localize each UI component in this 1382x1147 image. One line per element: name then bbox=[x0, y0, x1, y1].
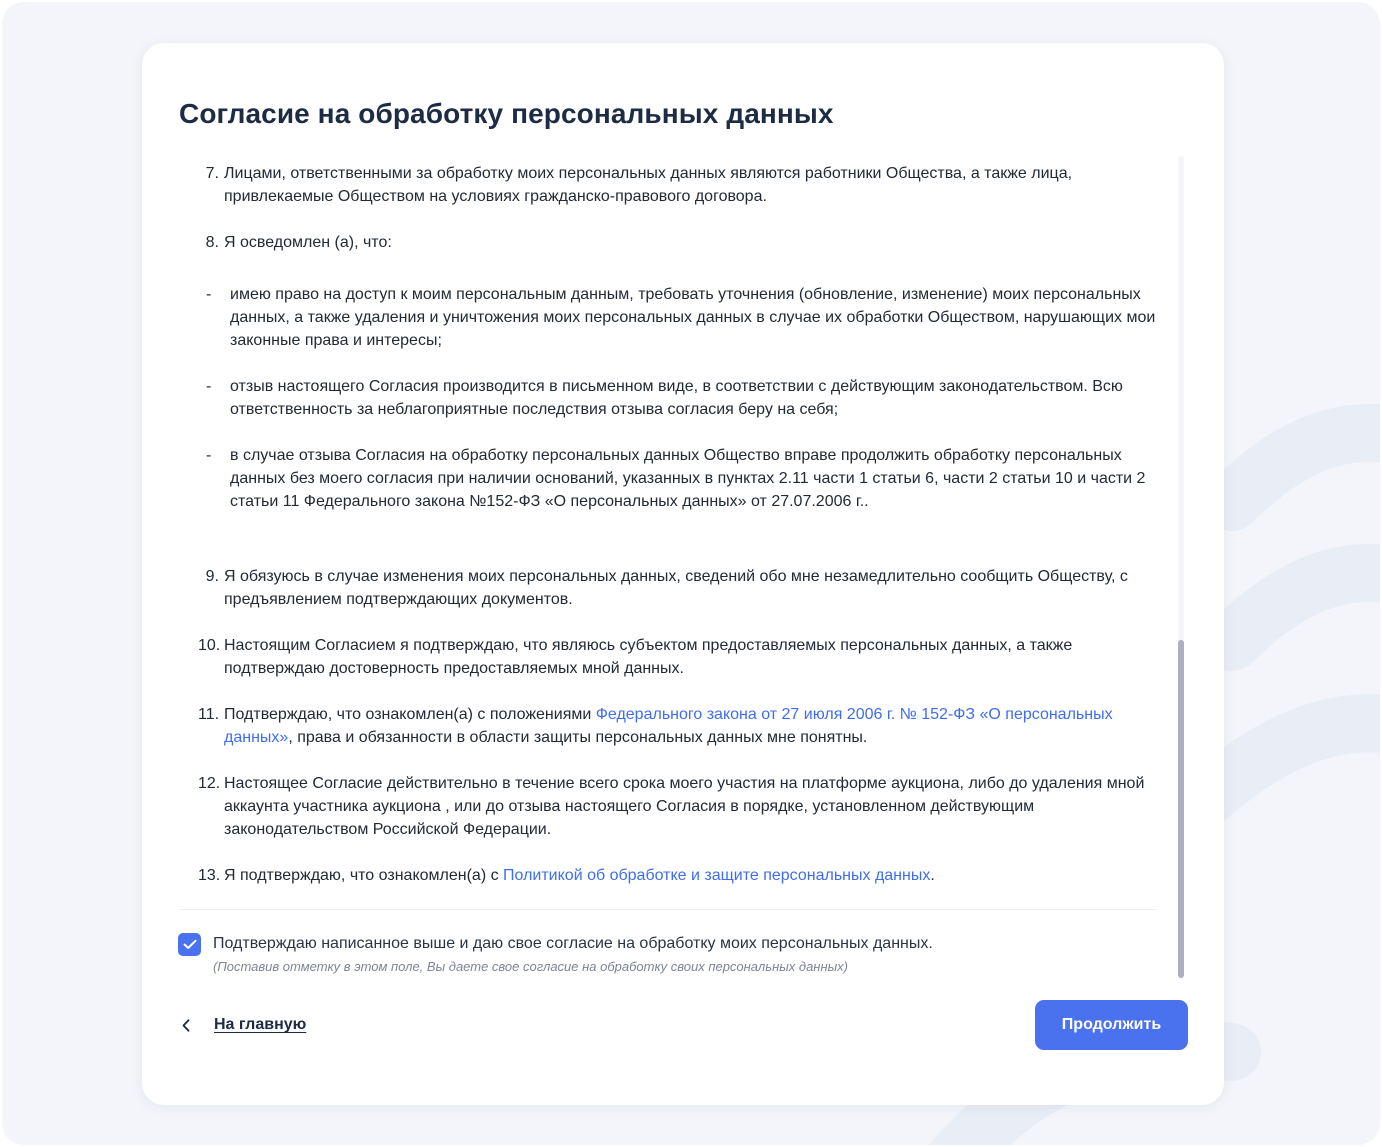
item-text-after: , права и обязанности в области защиты персональных данных мне понятны. bbox=[288, 729, 868, 746]
sub-item-text: имею право на доступ к моим персональным данным, требовать уточнения (обновление, изменение) моих персональных данных, а также удаления и уничтожения моих персональных данных в случае их обработки Обществом, нарушающих мои законные права и интересы; bbox=[230, 286, 1156, 349]
back-label[interactable]: На главную bbox=[214, 1016, 307, 1033]
federal-law-link[interactable]: Федерального закона от 27 июля 2006 г. № 152-ФЗ «О персональных данных» bbox=[224, 706, 1113, 746]
sub-list-item bbox=[198, 283, 1160, 352]
dash-marker: - bbox=[206, 286, 212, 303]
page-title: Согласие на обработку персональных данных bbox=[179, 98, 834, 129]
list-item bbox=[198, 864, 1160, 887]
item-text: Я обязуюсь в случае изменения моих персональных данных, сведений обо мне незамедлительно сообщить Обществу, с предъявлением подтверждающих документов. bbox=[224, 568, 1128, 608]
list-item bbox=[198, 231, 1160, 513]
item-text-before: Подтверждаю, что ознакомлен(а) с положениями bbox=[224, 706, 596, 723]
item-number: 10. bbox=[198, 637, 221, 654]
item-number: 11. bbox=[198, 706, 220, 723]
consent-card bbox=[142, 43, 1224, 1105]
item-number: 13. bbox=[198, 867, 221, 884]
item-text: Настоящим Согласием я подтверждаю, что являюсь субъектом предоставляемых персональных данных, а также подтверждаю достоверность предоставляемых мной данных. bbox=[224, 637, 1073, 677]
consent-checkbox[interactable] bbox=[178, 933, 201, 956]
dash-marker: - bbox=[206, 447, 212, 464]
sub-list-item bbox=[198, 444, 1160, 513]
dash-marker: - bbox=[206, 378, 212, 395]
sub-list-item bbox=[198, 375, 1160, 421]
back-to-main-link[interactable] bbox=[182, 1013, 306, 1037]
list-item bbox=[198, 634, 1160, 680]
list-item bbox=[198, 772, 1160, 841]
divider bbox=[179, 909, 1157, 910]
page-background bbox=[2, 2, 1380, 1145]
scrollbar-track[interactable] bbox=[1178, 156, 1184, 978]
item-text bbox=[224, 703, 1160, 749]
privacy-policy-link[interactable]: Политикой об обработке и защите персональных данных bbox=[503, 867, 931, 884]
continue-button[interactable]: Продолжить bbox=[1035, 1000, 1188, 1050]
item-text bbox=[224, 864, 1160, 887]
item-text-after: . bbox=[930, 867, 935, 884]
consent-label[interactable]: Подтверждаю написанное выше и даю свое согласие на обработку моих персональных данных. bbox=[213, 935, 933, 952]
sub-item-text: в случае отзыва Согласия на обработку персональных данных Общество вправе продолжить обработку персональных данных без моего согласия при наличии оснований, указанных в пунктах 2.11 части 1 статьи 6, части 2 статьи 10 и части 2 статьи 11 Федерального закона №152-ФЗ «О персональных данных» от 27.07.2006 г.. bbox=[230, 447, 1146, 510]
list-item bbox=[198, 162, 1160, 208]
chevron-left-icon bbox=[182, 1019, 190, 1032]
list-item bbox=[198, 565, 1160, 611]
sub-list bbox=[198, 283, 1160, 513]
item-text: Лицами, ответственными за обработку моих персональных данных являются работники Общества, а также лица, привлекаемые Обществом на условиях гражданско-правового договора. bbox=[224, 165, 1073, 205]
scrollbar-thumb[interactable] bbox=[1178, 640, 1184, 978]
list-item bbox=[198, 703, 1160, 749]
item-number: 8. bbox=[205, 234, 219, 251]
item-text: Настоящее Согласие действительно в течение всего срока моего участия на платформе аукциона, либо до удаления мной аккаунта участника аукциона , или до отзыва настоящего Согласия в порядке, установленном действующим законодательством Российской Федерации. bbox=[224, 775, 1145, 838]
item-text: Я осведомлен (а), что: bbox=[224, 234, 392, 251]
consent-hint: (Поставив отметку в этом поле, Вы даете свое согласие на обработку своих персональных данных) bbox=[213, 959, 849, 974]
sub-item-text: отзыв настоящего Согласия производится в письменном виде, в соответствии с действующим законодательством. Всю ответственность за неблагоприятные последствия отзыва согласия беру на себя; bbox=[230, 378, 1123, 418]
consent-text-scroll-area[interactable] bbox=[198, 162, 1160, 897]
item-number: 9. bbox=[205, 568, 219, 585]
check-icon bbox=[183, 939, 197, 950]
item-number: 12. bbox=[198, 775, 221, 792]
item-number: 7. bbox=[205, 165, 219, 182]
item-text-before: Я подтверждаю, что ознакомлен(а) с bbox=[224, 867, 504, 884]
